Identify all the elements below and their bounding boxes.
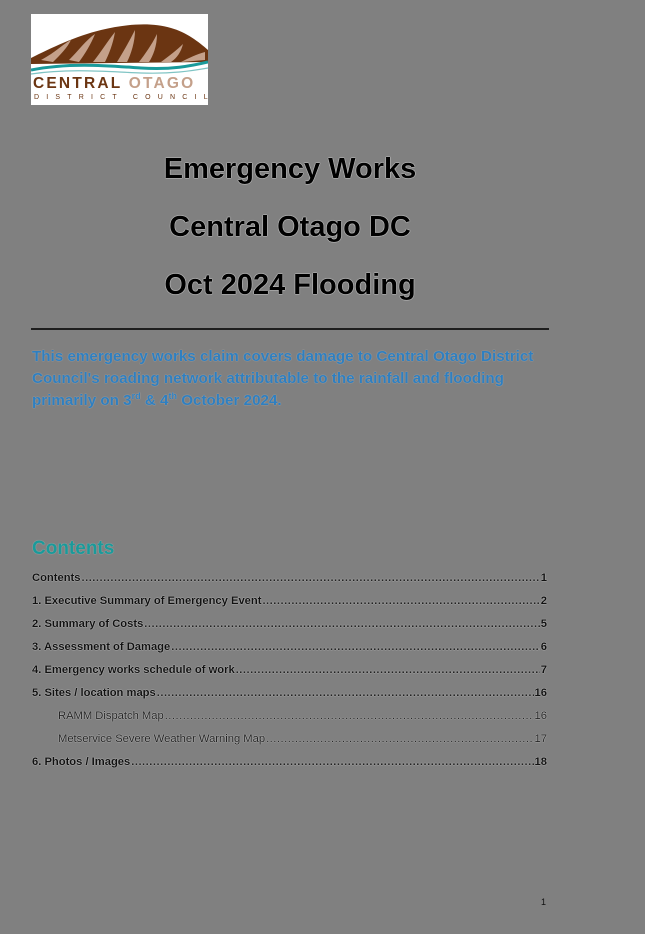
toc-label: 2. Summary of Costs — [32, 618, 144, 630]
title-line-2: Central Otago DC — [169, 211, 411, 243]
toc-page-number: 2 — [540, 595, 547, 607]
toc-leader-dots — [171, 636, 540, 659]
title-line-3: Oct 2024 Flooding — [164, 269, 416, 301]
toc-page-number: 17 — [534, 733, 547, 745]
toc-page-number: 6 — [540, 641, 547, 653]
logo-subtitle: DISTRICT COUNCIL — [34, 94, 215, 101]
horizontal-divider — [31, 328, 549, 330]
intro-paragraph — [32, 346, 552, 412]
toc-label: 4. Emergency works schedule of work — [32, 664, 235, 676]
mountain-logo-icon — [31, 14, 208, 76]
toc-leader-dots — [131, 751, 533, 774]
toc-entry-summary-of-costs[interactable] — [32, 613, 547, 636]
toc-entry-executive-summary[interactable] — [32, 590, 547, 613]
logo-word-otago: OTAGO — [128, 75, 196, 92]
toc-page-number: 7 — [540, 664, 547, 676]
toc-page-number: 18 — [534, 756, 547, 768]
contents-heading: Contents — [32, 538, 115, 559]
toc-entry-location-maps[interactable] — [32, 682, 547, 705]
toc-page-number: 1 — [540, 572, 547, 584]
toc-entry-photos-images[interactable] — [32, 751, 547, 774]
toc-leader-dots — [81, 567, 539, 590]
toc-leader-dots — [266, 728, 533, 751]
document-title — [0, 140, 580, 314]
toc-label: 1. Executive Summary of Emergency Event — [32, 595, 262, 607]
toc-label: RAMM Dispatch Map — [58, 710, 164, 722]
toc-leader-dots — [262, 590, 539, 613]
toc-entry-contents[interactable] — [32, 567, 547, 590]
logo-wordmark — [33, 76, 195, 92]
table-of-contents — [32, 567, 547, 774]
toc-label: 5. Sites / location maps — [32, 687, 156, 699]
toc-entry-schedule-of-work[interactable] — [32, 659, 547, 682]
council-logo — [31, 14, 215, 105]
toc-entry-ramm-dispatch-map[interactable] — [32, 705, 547, 728]
toc-label: Contents — [32, 572, 81, 584]
toc-page-number: 16 — [534, 710, 547, 722]
intro-sup-th: th — [168, 391, 177, 401]
toc-leader-dots — [236, 659, 540, 682]
intro-sup-rd: rd — [131, 391, 141, 401]
title-line-1: Emergency Works — [163, 153, 417, 185]
toc-page-number: 16 — [534, 687, 547, 699]
toc-leader-dots — [157, 682, 534, 705]
page-number: 1 — [541, 897, 547, 907]
toc-label: 3. Assessment of Damage — [32, 641, 171, 653]
intro-text-mid: & 4 — [140, 392, 169, 409]
toc-leader-dots — [165, 705, 534, 728]
toc-entry-metservice-warning-map[interactable] — [32, 728, 547, 751]
toc-label: 6. Photos / Images — [32, 756, 131, 768]
intro-text-end: October 2024. — [176, 392, 282, 409]
toc-leader-dots — [144, 613, 539, 636]
toc-page-number: 5 — [540, 618, 547, 630]
logo-word-central: CENTRAL — [33, 75, 123, 92]
intro-text-start: This emergency works claim covers damage to Central Otago District Council's roading network attributable to the rainfall and flooding primarily on 3 — [32, 348, 534, 409]
toc-entry-assessment-of-damage[interactable] — [32, 636, 547, 659]
toc-label: Metservice Severe Weather Warning Map — [58, 733, 266, 745]
